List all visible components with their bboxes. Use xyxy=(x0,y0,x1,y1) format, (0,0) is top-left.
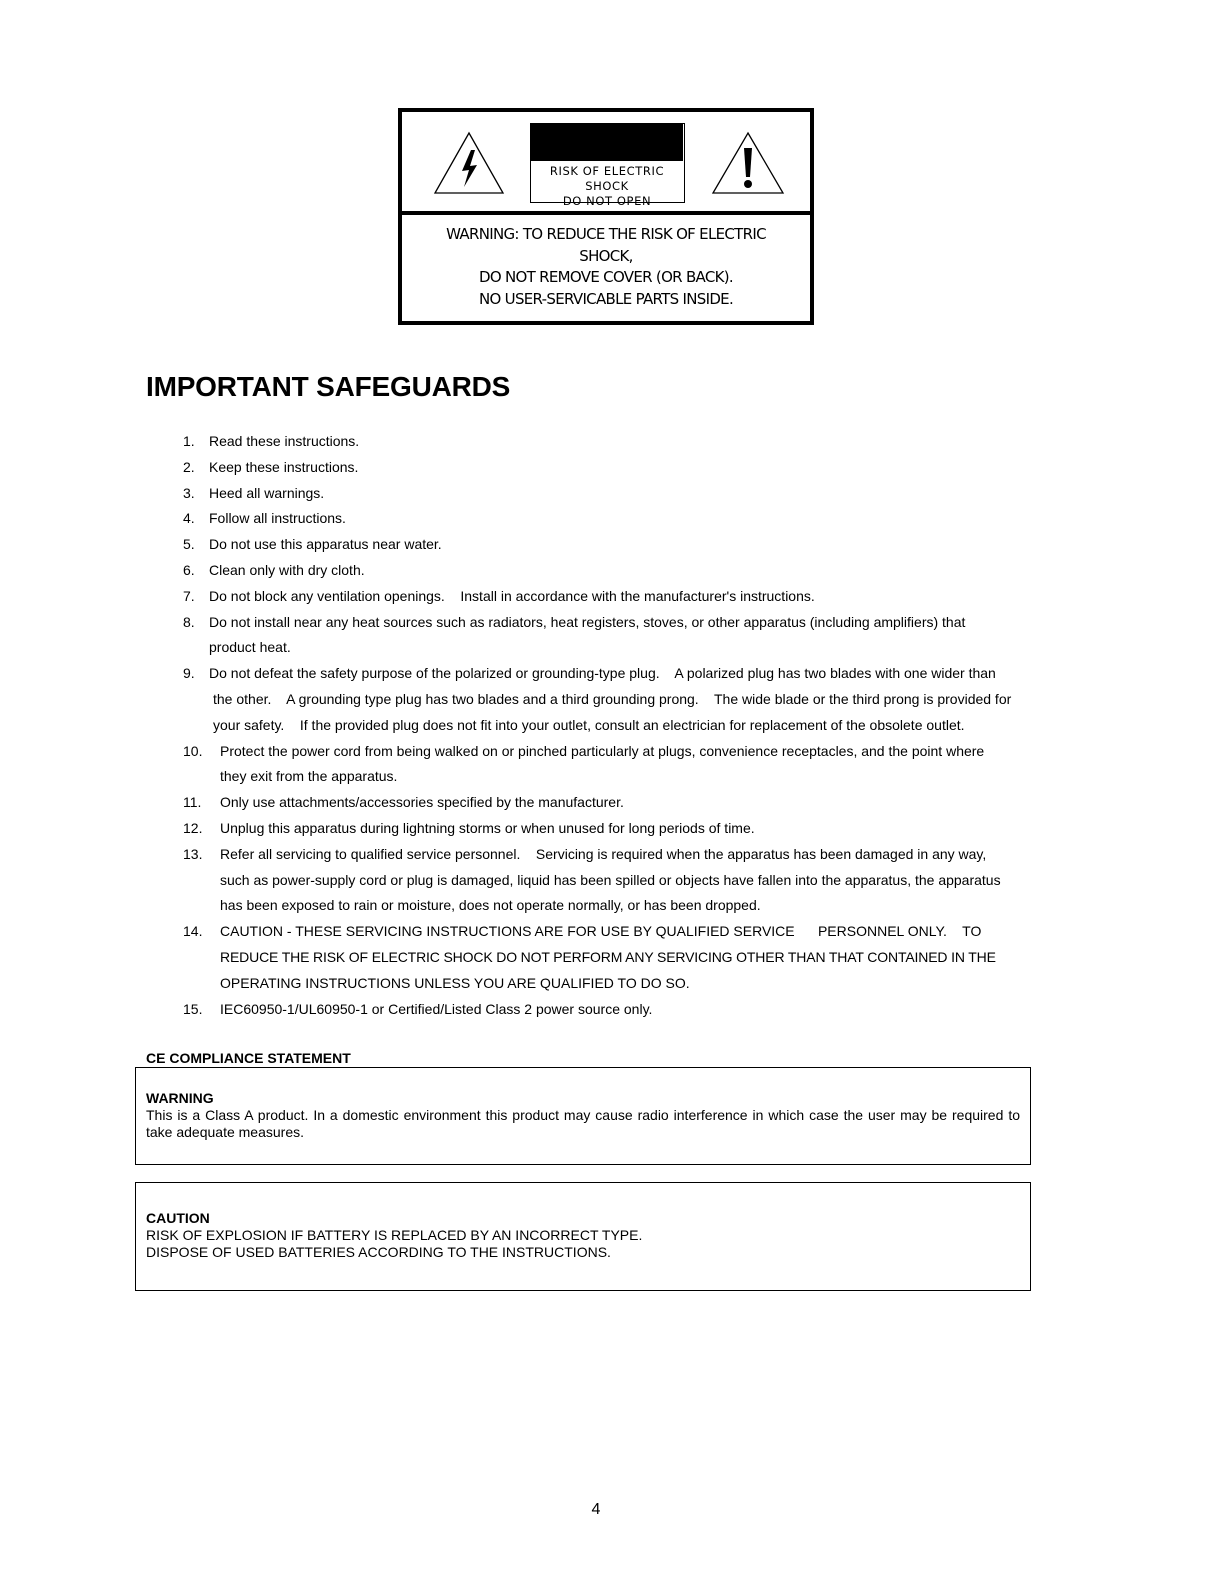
caution-black-band xyxy=(531,124,683,161)
ce-warning-box xyxy=(135,1067,1031,1165)
caution-line: RISK OF EXPLOSION IF BATTERY IS REPLACED BY AN INCORRECT TYPE. xyxy=(146,1227,643,1243)
item-text: has been exposed to rain or moisture, does not operate normally, or has been dropped. xyxy=(220,897,761,914)
item-text: Do not install near any heat sources such as radiators, heat registers, stoves, or other apparatus (including amplifiers) that xyxy=(209,613,966,630)
battery-caution-box xyxy=(135,1182,1031,1291)
caution-text xyxy=(531,164,683,209)
item-text: Refer all servicing to qualified service personnel. Servicing is required when the apparatus has been damaged in any way, xyxy=(220,845,987,862)
item-text: Follow all instructions. xyxy=(209,510,346,527)
item-number: 12. xyxy=(183,819,203,836)
label-warning-line: WARNING: TO REDUCE THE RISK OF ELECTRIC xyxy=(446,225,766,243)
label-top-section xyxy=(402,112,810,211)
item-text: Do not block any ventilation openings. Install in accordance with the manufacturer's instructions. xyxy=(209,587,815,604)
ce-warning-text: This is a Class A product. In a domestic environment this product may cause radio interference in which case the user may be required to take adequate measures. xyxy=(146,1107,1020,1140)
item-text: Heed all warnings. xyxy=(209,484,325,501)
item-text: they exit from the apparatus. xyxy=(220,768,398,785)
item-number: 6. xyxy=(183,561,195,578)
ce-warning-title: WARNING xyxy=(146,1090,214,1106)
item-text: your safety. If the provided plug does not fit into your outlet, consult an electrician for replacement of the obsolete outlet. xyxy=(213,716,965,733)
list-item xyxy=(0,506,1219,532)
caution-box xyxy=(530,123,685,208)
item-number: 15. xyxy=(183,1000,203,1017)
item-number: 11. xyxy=(183,794,202,811)
item-text: IEC60950-1/UL60950-1 or Certified/Listed Class 2 power source only. xyxy=(220,1000,653,1017)
list-item xyxy=(0,790,1219,816)
label-warning-text xyxy=(402,224,810,310)
ce-compliance-heading: CE COMPLIANCE STATEMENT xyxy=(146,1050,351,1066)
item-text: the other. A grounding type plug has two blades and a third grounding prong. The wide blade or the third prong is provided for xyxy=(213,690,1012,707)
item-number: 1. xyxy=(183,433,195,449)
item-text: such as power-supply cord or plug is damaged, liquid has been spilled or objects have fallen into the apparatus, the apparatus xyxy=(220,871,1001,888)
lightning-warning-icon xyxy=(433,130,505,196)
item-number: 4. xyxy=(183,510,195,527)
list-item xyxy=(0,429,1219,455)
label-warning-line: DO NOT REMOVE COVER (OR BACK). xyxy=(479,268,733,286)
list-item xyxy=(0,481,1219,507)
item-text: CAUTION - THESE SERVICING INSTRUCTIONS ARE FOR USE BY QUALIFIED SERVICE PERSONNEL ONLY. TO xyxy=(220,923,982,940)
list-item xyxy=(0,739,1219,791)
list-item xyxy=(0,816,1219,842)
item-number: 7. xyxy=(183,587,195,604)
item-number: 5. xyxy=(183,536,195,553)
item-text: Keep these instructions. xyxy=(209,458,359,475)
item-text: Read these instructions. xyxy=(209,433,360,449)
item-number: 14. xyxy=(183,923,203,940)
item-text: product heat. xyxy=(209,639,291,656)
page-title: IMPORTANT SAFEGUARDS xyxy=(146,371,511,402)
item-number: 8. xyxy=(183,613,195,630)
list-item xyxy=(0,842,1219,919)
list-item xyxy=(0,919,1219,996)
item-number: 3. xyxy=(183,484,195,501)
exclamation-warning-icon xyxy=(711,130,785,196)
label-warning-line: SHOCK, xyxy=(579,246,633,265)
item-text: OPERATING INSTRUCTIONS UNLESS YOU ARE QUALIFIED TO DO SO. xyxy=(220,974,690,991)
list-item xyxy=(0,455,1219,481)
safeguards-list xyxy=(0,429,1219,1022)
item-text: Do not use this apparatus near water. xyxy=(209,536,442,553)
list-item xyxy=(0,532,1219,558)
caution-title: CAUTION xyxy=(146,1210,210,1226)
item-text: Unplug this apparatus during lightning storms or when unused for long periods of time. xyxy=(220,819,755,836)
list-item xyxy=(0,558,1219,584)
item-number: 10. xyxy=(183,742,203,759)
item-text: Do not defeat the safety purpose of the polarized or grounding-type plug. A polarized plug has two blades with one wider than xyxy=(209,665,996,682)
caution-line-1: RISK OF ELECTRIC SHOCK xyxy=(549,164,665,193)
item-number: 9. xyxy=(183,665,195,682)
list-item xyxy=(0,661,1219,738)
caution-line: DISPOSE OF USED BATTERIES ACCORDING TO THE INSTRUCTIONS. xyxy=(146,1244,611,1260)
item-text: Clean only with dry cloth. xyxy=(209,561,365,578)
item-text: Protect the power cord from being walked on or pinched particularly at plugs, convenience receptacles, and the point where xyxy=(220,742,985,759)
list-item xyxy=(0,997,1219,1023)
label-warning-line: NO USER-SERVICABLE PARTS INSIDE. xyxy=(478,289,734,308)
item-text: REDUCE THE RISK OF ELECTRIC SHOCK DO NOT PERFORM ANY SERVICING OTHER THAN THAT CONTAINED IN THE xyxy=(220,948,996,965)
item-number: 2. xyxy=(183,458,195,475)
list-item xyxy=(0,584,1219,610)
warning-label xyxy=(398,108,814,325)
item-number: 13. xyxy=(183,845,203,862)
list-item xyxy=(0,610,1219,662)
page-number: 4 xyxy=(591,1501,601,1518)
label-divider xyxy=(402,211,810,215)
item-text: Only use attachments/accessories specified by the manufacturer. xyxy=(220,794,624,811)
caution-line-2: DO NOT OPEN xyxy=(562,194,652,208)
